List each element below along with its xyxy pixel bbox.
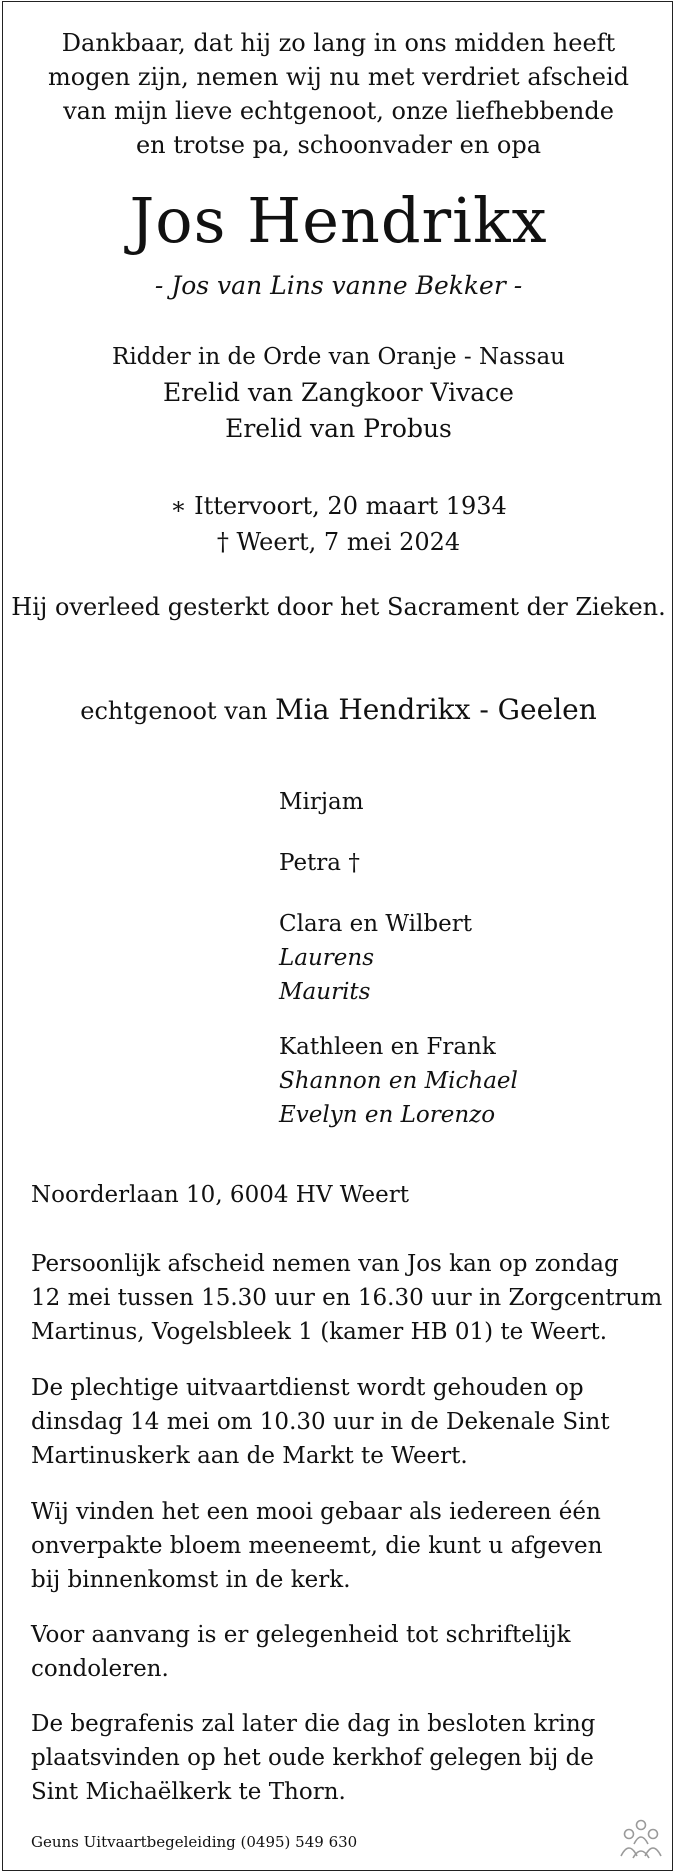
- paragraph-line: plaatsvinden op het oude kerkhof gelegen bij de: [31, 1745, 594, 1771]
- family-group: [279, 1030, 518, 1132]
- death-date: † Weert, 7 mei 2024: [216, 528, 461, 556]
- paragraph-line: Sint Michaëlkerk te Thorn.: [31, 1779, 346, 1805]
- spouse-prefix: echtgenoot van: [80, 697, 268, 725]
- honour-item: Erelid van Zangkoor Vivace: [163, 378, 514, 407]
- intro-line: en trotse pa, schoonvader en opa: [135, 131, 542, 159]
- family-group: [279, 907, 472, 1009]
- paragraph-line: condoleren.: [31, 1656, 169, 1682]
- paragraph-line: bij binnenkomst in de kerk.: [31, 1567, 351, 1593]
- grandchild-name: Shannon en Michael: [279, 1068, 518, 1094]
- child-name: Mirjam: [279, 789, 364, 815]
- paragraph-line: Persoonlijk afscheid nemen van Jos kan op zondag: [31, 1251, 619, 1277]
- undertaker-contact: Geuns Uitvaartbegeleiding (0495) 549 630: [31, 1833, 358, 1851]
- grandchild-name: Laurens: [279, 945, 375, 971]
- grandchild-name: Evelyn en Lorenzo: [279, 1102, 496, 1128]
- intro-line: van mijn lieve echtgenoot, onze liefhebbende: [63, 97, 614, 125]
- flower-paragraph: [31, 1495, 651, 1597]
- burial-paragraph: [31, 1707, 651, 1809]
- people-group-logo-icon: [618, 1818, 664, 1860]
- intro-text: [0, 26, 677, 162]
- family-group: [279, 785, 364, 819]
- paragraph-line: De begrafenis zal later die dag in besloten kring: [31, 1711, 596, 1737]
- deceased-name: Jos Hendrikx: [129, 184, 548, 257]
- paragraph-line: 12 mei tussen 15.30 uur en 16.30 uur in Zorgcentrum: [31, 1285, 663, 1311]
- farewell-paragraph: [31, 1247, 663, 1349]
- spouse-line: [0, 692, 677, 729]
- birth-date: ∗ Ittervoort, 20 maart 1934: [170, 492, 507, 520]
- service-paragraph: [31, 1371, 651, 1473]
- paragraph-line: dinsdag 14 mei om 10.30 uur in de Dekenale Sint: [31, 1409, 610, 1435]
- home-address: Noorderlaan 10, 6004 HV Weert: [31, 1182, 409, 1208]
- deceased-nickname: - Jos van Lins vanne Bekker -: [154, 271, 523, 300]
- paragraph-line: Martinuskerk aan de Markt te Weert.: [31, 1443, 468, 1469]
- life-dates: [0, 488, 677, 560]
- paragraph-line: Wij vinden het een mooi gebaar als iedereen één: [31, 1499, 601, 1525]
- family-group: [279, 846, 360, 880]
- honour-item: Erelid van Probus: [225, 414, 452, 443]
- intro-line: mogen zijn, nemen wij nu met verdriet afscheid: [48, 63, 629, 91]
- child-name: Petra †: [279, 850, 360, 876]
- honours-list: [0, 339, 677, 447]
- grandchild-name: Maurits: [279, 979, 371, 1005]
- sacrament-text: Hij overleed gesterkt door het Sacrament der Zieken.: [11, 593, 666, 621]
- child-name: Clara en Wilbert: [279, 911, 472, 937]
- spouse-name: Mia Hendrikx - Geelen: [275, 693, 597, 726]
- child-name: Kathleen en Frank: [279, 1034, 496, 1060]
- intro-line: Dankbaar, dat hij zo lang in ons midden heeft: [61, 29, 616, 57]
- condolence-paragraph: [31, 1618, 651, 1686]
- paragraph-line: De plechtige uitvaartdienst wordt gehouden op: [31, 1375, 584, 1401]
- honour-item: Ridder in de Orde van Oranje - Nassau: [112, 344, 565, 370]
- paragraph-line: onverpakte bloem meeneemt, die kunt u afgeven: [31, 1533, 603, 1559]
- paragraph-line: Martinus, Vogelsbleek 1 (kamer HB 01) te Weert.: [31, 1319, 608, 1345]
- paragraph-line: Voor aanvang is er gelegenheid tot schriftelijk: [31, 1622, 571, 1648]
